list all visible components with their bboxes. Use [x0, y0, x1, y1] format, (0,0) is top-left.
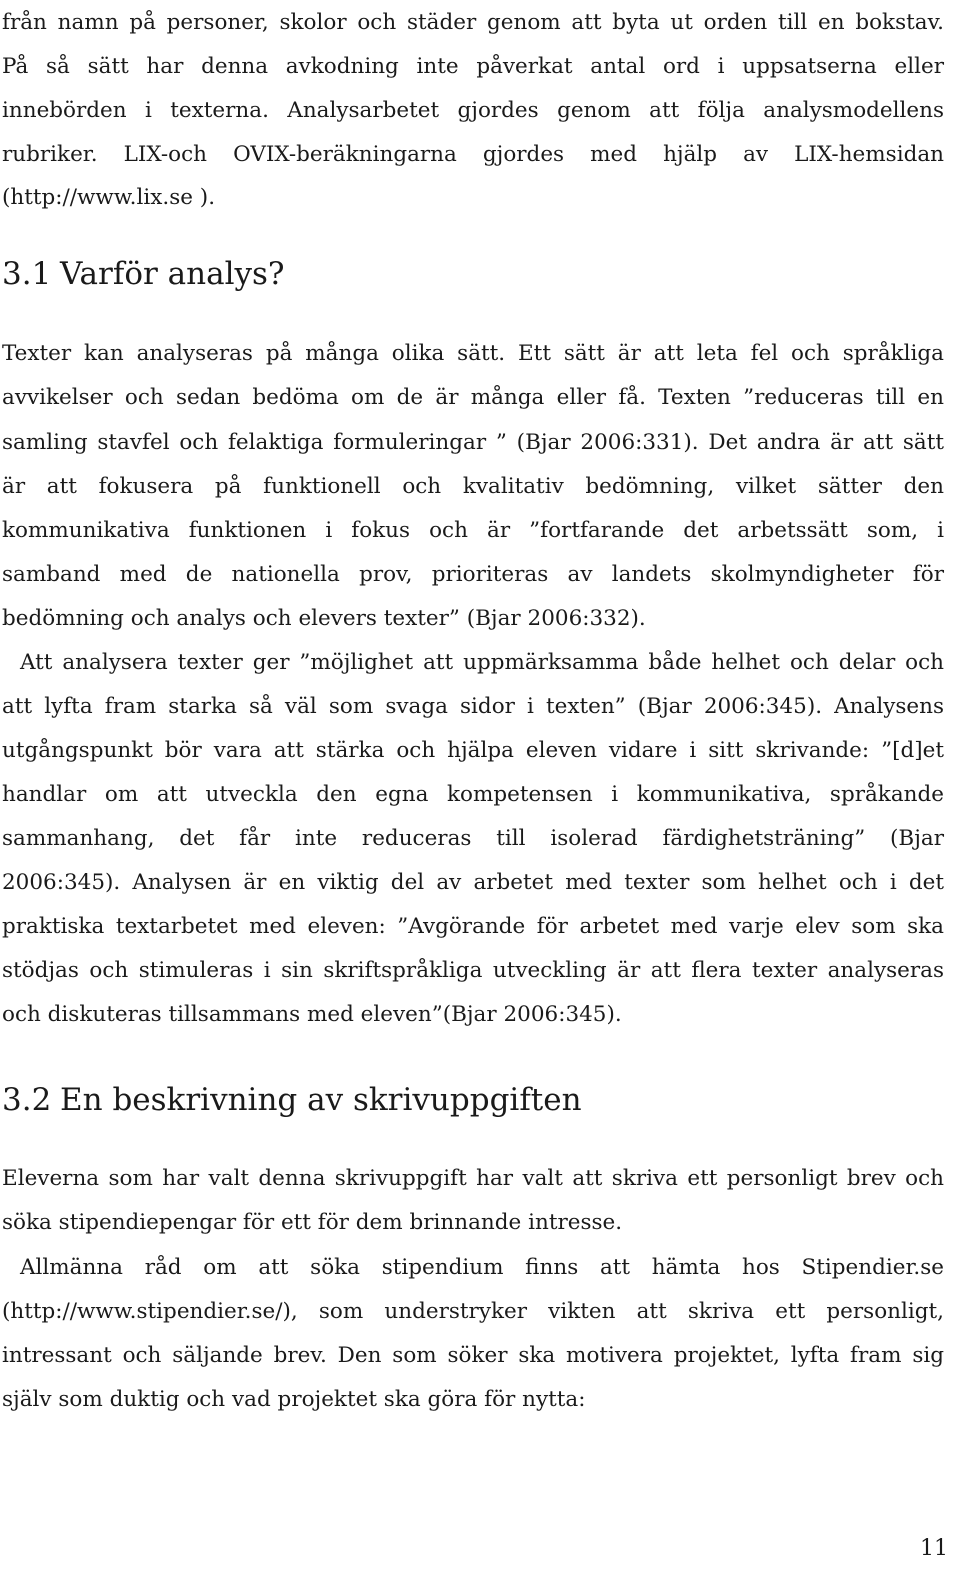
- body-text-line: söka stipendiepengar för ett för dem brinnande intresse.: [2, 1210, 623, 1235]
- body-text-line: Texter kan analyseras på många olika sätt. Ett sätt är att leta fel och språkliga: [2, 341, 944, 366]
- body-text-line: sammanhang, det får inte reduceras till isolerad färdighetsträning” (Bjar: [2, 826, 944, 851]
- body-text-line: är att fokusera på funktionell och kvalitativ bedömning, vilket sätter den: [2, 474, 944, 499]
- body-text-line: att lyfta fram starka så väl som svaga sidor i texten” (Bjar 2006:345). Analysens: [2, 694, 944, 719]
- section-heading-3-2: [2, 1080, 582, 1120]
- body-text-line: innebörden i texterna. Analysarbetet gjordes genom att följa analysmodellens: [2, 98, 944, 123]
- body-text-line: handlar om att utveckla den egna kompetensen i kommunikativa, språkande: [2, 782, 944, 807]
- section-title: Varför analys?: [60, 256, 285, 292]
- body-text-line: från namn på personer, skolor och städer genom att byta ut orden till en bokstav.: [2, 10, 944, 35]
- body-text-line: kommunikativa funktionen i fokus och är ”fortfarande det arbetssätt som, i: [2, 518, 944, 543]
- section-title: En beskrivning av skrivuppgiften: [60, 1082, 582, 1118]
- body-text-line: Eleverna som har valt denna skrivuppgift har valt att skriva ett personligt brev och: [2, 1166, 944, 1191]
- body-text-line: Att analysera texter ger ”möjlighet att uppmärksamma både helhet och delar och: [20, 650, 944, 675]
- body-text-line: avvikelser och sedan bedöma om de är många eller få. Texten ”reduceras till en: [2, 385, 944, 410]
- body-text-line: intressant och säljande brev. Den som söker ska motivera projektet, lyfta fram sig: [2, 1343, 944, 1368]
- body-text-line: rubriker. LIX-och OVIX-beräkningarna gjordes med hjälp av LIX-hemsidan: [2, 142, 944, 167]
- body-text-line: samling stavfel och felaktiga formuleringar ” (Bjar 2006:331). Det andra är att sätt: [2, 430, 944, 455]
- body-text-line: (http://www.lix.se ).: [2, 185, 216, 210]
- body-text-line: samband med de nationella prov, prioriteras av landets skolmyndigheter för: [2, 562, 944, 587]
- body-text-line: och diskuteras tillsammans med eleven”(Bjar 2006:345).: [2, 1002, 622, 1027]
- body-text-line: På så sätt har denna avkodning inte påverkat antal ord i uppsatserna eller: [2, 54, 944, 79]
- body-text-line: själv som duktig och vad projektet ska göra för nytta:: [2, 1387, 586, 1412]
- section-heading-3-1: [2, 254, 285, 294]
- section-number: 3.1: [2, 256, 52, 292]
- body-text-line: 2006:345). Analysen är en viktig del av arbetet med texter som helhet och i det: [2, 870, 944, 895]
- page-number: 11: [920, 1536, 948, 1561]
- body-text-line: praktiska textarbetet med eleven: ”Avgörande för arbetet med varje elev som ska: [2, 914, 944, 939]
- body-text-line: (http://www.stipendier.se/), som understryker vikten att skriva ett personligt,: [2, 1299, 944, 1324]
- body-text-line: stödjas och stimuleras i sin skriftspråkliga utveckling är att flera texter analyseras: [2, 958, 944, 983]
- body-text-line: utgångspunkt bör vara att stärka och hjälpa eleven vidare i sitt skrivande: ”[d]et: [2, 738, 944, 763]
- section-number: 3.2: [2, 1082, 52, 1118]
- body-text-line: bedömning och analys och elevers texter” (Bjar 2006:332).: [2, 606, 646, 631]
- body-text-line: Allmänna råd om att söka stipendium finns att hämta hos Stipendier.se: [20, 1255, 944, 1280]
